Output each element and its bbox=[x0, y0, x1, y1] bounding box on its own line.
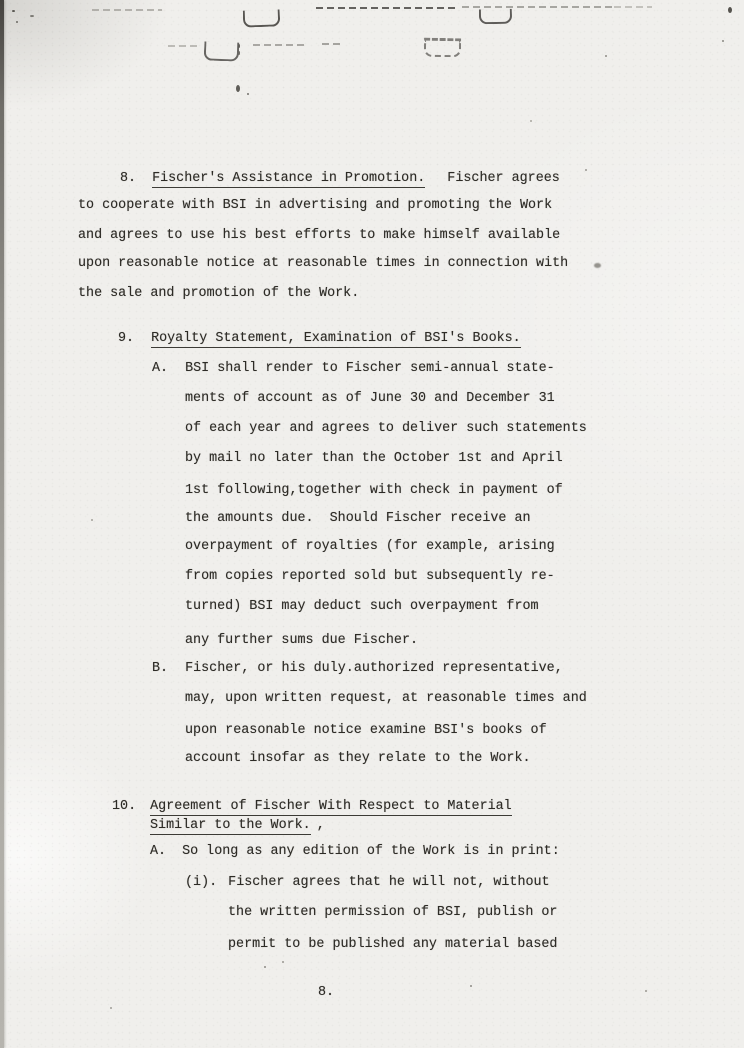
scan-artifact-dash bbox=[462, 6, 612, 8]
scan-artifact-dash bbox=[322, 43, 340, 45]
clause-9-number: 9. bbox=[118, 331, 135, 346]
clause-9-item-a-line: of each year and agrees to deliver such statements bbox=[185, 421, 587, 436]
noise-speck bbox=[247, 93, 249, 95]
item-a-label: A. bbox=[150, 844, 167, 859]
scanner-edge-shadow bbox=[0, 0, 4, 1048]
clause-9-heading: Royalty Statement, Examination of BSI's Books. bbox=[151, 331, 521, 346]
clause-10-item-i-line bbox=[185, 876, 550, 890]
clause-9-item-a-line: overpayment of royalties (for example, arising bbox=[185, 539, 555, 554]
clause-8-body-line: the sale and promotion of the Work. bbox=[78, 286, 360, 301]
clause-8-body-line: and agrees to use his best efforts to make himself available bbox=[78, 228, 561, 243]
clause-9-item-a-line: by mail no later than the October 1st and April bbox=[185, 451, 563, 466]
clause-9-item-a-line: turned) BSI may deduct such overpayment from bbox=[185, 599, 539, 614]
scan-artifact-dash bbox=[168, 45, 198, 47]
clause-9-item-a-line: any further sums due Fischer. bbox=[185, 633, 419, 648]
clause-8-heading-line bbox=[120, 172, 560, 188]
item-i-label: (i). bbox=[185, 875, 218, 890]
page-number: 8. bbox=[318, 985, 335, 1000]
clause-9-item-b-line: account insofar as they relate to the Work. bbox=[185, 751, 531, 766]
noise-speck bbox=[91, 519, 93, 521]
clause-8-number: 8. bbox=[120, 171, 137, 186]
item-a-intro: So long as any edition of the Work is in print: bbox=[182, 844, 560, 859]
clause-9-item-a-line: from copies reported sold but subsequently re- bbox=[185, 569, 555, 584]
scan-artifact-bracket bbox=[243, 9, 281, 27]
clause-8-body-line: upon reasonable notice at reasonable times in connection with bbox=[78, 256, 569, 271]
clause-9-item-b-line: may, upon written request, at reasonable times and bbox=[185, 691, 587, 706]
scan-artifact-bracket bbox=[204, 41, 240, 61]
item-a-label: A. bbox=[152, 361, 169, 376]
noise-speck bbox=[722, 40, 724, 42]
clause-8-heading: Fischer's Assistance in Promotion. bbox=[152, 171, 426, 186]
clause-10-number: 10. bbox=[112, 799, 137, 814]
clause-9-item-b-line: upon reasonable notice examine BSI's books of bbox=[185, 723, 547, 738]
scan-artifact-bracket bbox=[424, 38, 461, 58]
noise-speck bbox=[282, 961, 284, 963]
clause-10-heading-continued: Similar to the Work. bbox=[150, 818, 311, 833]
noise-speck bbox=[530, 120, 532, 122]
clause-10-heading-line-2 bbox=[150, 819, 325, 835]
noise-speck bbox=[728, 7, 732, 13]
clause-9-item-a-line: 1st following,together with check in payment of bbox=[185, 483, 563, 498]
scan-artifact-dash bbox=[316, 7, 458, 9]
item-b-label: B. bbox=[152, 661, 169, 676]
clause-9-item-b-line bbox=[152, 662, 563, 676]
clause-8-heading-tail: Fischer agrees bbox=[447, 171, 560, 186]
noise-speck bbox=[585, 169, 587, 171]
noise-speck bbox=[238, 51, 240, 55]
noise-speck bbox=[470, 985, 472, 987]
noise-speck bbox=[12, 10, 15, 12]
clause-10-item-i-line: permit to be published any material based bbox=[228, 937, 558, 952]
noise-speck bbox=[594, 263, 601, 268]
clause-9-heading-line bbox=[118, 332, 521, 348]
scan-artifact-bracket bbox=[479, 9, 512, 25]
clause-10-heading-tail: , bbox=[316, 818, 325, 833]
scan-artifact-dash bbox=[614, 6, 652, 8]
item-b-text: Fischer, or his duly.authorized representative, bbox=[185, 661, 563, 676]
noise-speck bbox=[16, 21, 18, 23]
noise-speck bbox=[30, 15, 34, 17]
scan-artifact-dash bbox=[253, 44, 308, 46]
clause-9-item-a-line bbox=[152, 362, 555, 376]
clause-10-heading-line-1 bbox=[112, 800, 512, 816]
noise-speck bbox=[236, 85, 240, 92]
noise-speck bbox=[110, 1007, 112, 1009]
clause-8-body-line: to cooperate with BSI in advertising and promoting the Work bbox=[78, 198, 553, 213]
item-a-text: BSI shall render to Fischer semi-annual state- bbox=[185, 361, 555, 376]
scan-artifact-dash bbox=[92, 9, 162, 11]
noise-speck bbox=[605, 55, 607, 57]
item-i-text: Fischer agrees that he will not, without bbox=[228, 875, 550, 890]
clause-9-item-a-line: the amounts due. Should Fischer receive an bbox=[185, 511, 531, 526]
clause-9-item-a-line: ments of account as of June 30 and December 31 bbox=[185, 391, 555, 406]
noise-speck bbox=[645, 990, 647, 992]
noise-speck bbox=[264, 966, 266, 968]
clause-10-item-a-line bbox=[150, 845, 560, 859]
clause-10-item-i-line: the written permission of BSI, publish or bbox=[228, 905, 558, 920]
noise-speck bbox=[238, 44, 240, 48]
clause-10-heading: Agreement of Fischer With Respect to Material bbox=[150, 799, 512, 814]
